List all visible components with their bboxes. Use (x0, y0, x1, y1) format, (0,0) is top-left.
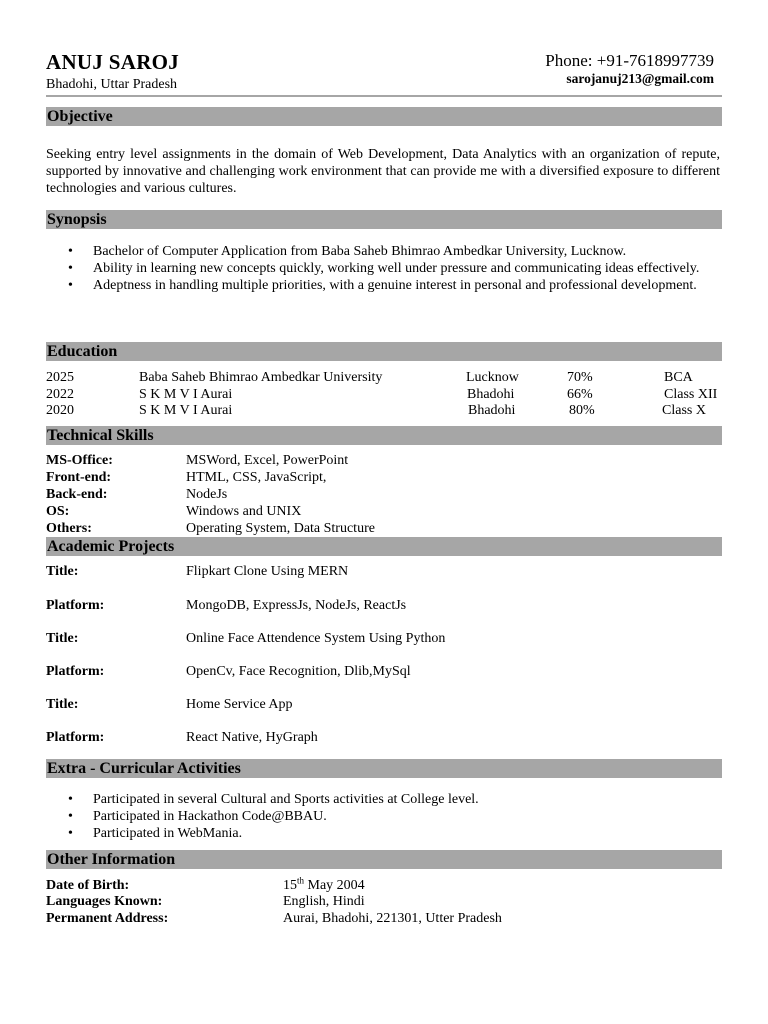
bullet-icon: • (68, 260, 73, 276)
phone-number: Phone: +91-7618997739 (545, 51, 714, 70)
list-item: • Ability in learning new concepts quickly, working well under pressure and communicating ideas effectively. (68, 260, 700, 276)
extra-heading: Extra - Curricular Activities (47, 760, 241, 777)
skill-value: MSWord, Excel, PowerPoint (186, 453, 349, 468)
skill-label: Back-end: (46, 487, 108, 502)
project-title-label: Title: (46, 631, 79, 646)
bullet-icon: • (68, 277, 73, 293)
project-title-label: Title: (46, 564, 79, 579)
list-item: • Adeptness in handling multiple priorities, with a genuine interest in personal and professional development. (68, 277, 697, 293)
email-address: sarojanuj213@gmail.com (566, 71, 714, 86)
other-heading: Other Information (47, 851, 176, 868)
bullet-icon: • (68, 825, 73, 841)
education-heading-band (46, 342, 722, 361)
skills-heading: Technical Skills (47, 427, 154, 444)
languages-value: English, Hindi (283, 894, 365, 909)
education-city: Bhadohi (468, 403, 516, 418)
list-item: • Participated in WebMania. (68, 825, 243, 841)
dob-value: 15th May 2004 (283, 875, 365, 893)
education-score: 80% (569, 403, 595, 418)
bullet-icon: • (68, 808, 73, 824)
bullet-icon: • (68, 792, 73, 807)
education-city: Lucknow (466, 370, 519, 385)
list-item: • Participated in several Cultural and Sports activities at College level. (68, 792, 479, 807)
education-degree: Class XII (664, 387, 718, 402)
education-score: 66% (567, 387, 593, 402)
education-institution: Baba Saheb Bhimrao Ambedkar University (139, 370, 383, 385)
projects-heading: Academic Projects (47, 538, 175, 555)
candidate-name: ANUJ SAROJ (46, 50, 180, 74)
education-year: 2020 (46, 403, 74, 418)
project-platform: MongoDB, ExpressJs, NodeJs, ReactJs (186, 598, 407, 613)
education-year: 2025 (46, 370, 74, 385)
education-institution: S K M V I Aurai (139, 387, 233, 402)
education-year: 2022 (46, 387, 74, 402)
extra-list (46, 792, 720, 842)
skills-heading-band (46, 426, 722, 445)
education-degree: Class X (662, 403, 706, 418)
skill-label: Front-end: (46, 470, 112, 485)
project-platform: React Native, HyGraph (186, 730, 318, 745)
education-city: Bhadohi (467, 387, 515, 402)
project-title-label: Title: (46, 697, 79, 712)
skill-value: Windows and UNIX (186, 504, 302, 519)
skill-label: Others: (46, 521, 92, 536)
education-degree: BCA (664, 370, 693, 385)
candidate-location: Bhadohi, Uttar Pradesh (46, 77, 178, 92)
education-score: 70% (567, 370, 593, 385)
extra-heading-band (46, 759, 722, 778)
languages-label: Languages Known: (46, 894, 163, 909)
projects-heading-band (46, 537, 722, 556)
skill-value: HTML, CSS, JavaScript, (186, 470, 327, 485)
project-title: Home Service App (186, 697, 293, 712)
objective-text: Seeking entry level assignments in the domain of Web Development, Data Analytics with an organization of repute, supported by innovative and challenging work environment that can provide me with a diversified exposure to different technologies and various cultures. (46, 147, 720, 196)
address-value: Aurai, Bhadohi, 221301, Utter Pradesh (283, 911, 502, 926)
objective-heading-band (46, 107, 722, 126)
skill-value: Operating System, Data Structure (186, 521, 375, 536)
skill-value: NodeJs (186, 487, 228, 502)
project-platform: OpenCv, Face Recognition, Dlib,MySql (186, 664, 411, 679)
skill-label: OS: (46, 504, 70, 519)
address-label: Permanent Address: (46, 911, 169, 926)
objective-heading: Objective (47, 108, 113, 125)
dob-label: Date of Birth: (46, 878, 130, 893)
synopsis-list (46, 244, 720, 294)
other-heading-band (46, 850, 722, 869)
project-platform-label: Platform: (46, 664, 105, 679)
education-heading: Education (47, 343, 118, 360)
project-platform-label: Platform: (46, 598, 105, 613)
header-divider (46, 95, 722, 97)
bullet-icon: • (68, 244, 73, 259)
list-item: • Participated in Hackathon Code@BBAU. (68, 808, 327, 824)
project-title: Flipkart Clone Using MERN (186, 564, 349, 579)
synopsis-heading-band (46, 210, 722, 229)
list-item: • Bachelor of Computer Application from Baba Saheb Bhimrao Ambedkar University, Lucknow. (68, 244, 627, 259)
education-institution: S K M V I Aurai (139, 403, 233, 418)
project-title: Online Face Attendence System Using Python (186, 631, 446, 646)
project-platform-label: Platform: (46, 730, 105, 745)
synopsis-heading: Synopsis (47, 211, 107, 228)
skill-label: MS-Office: (46, 453, 113, 468)
